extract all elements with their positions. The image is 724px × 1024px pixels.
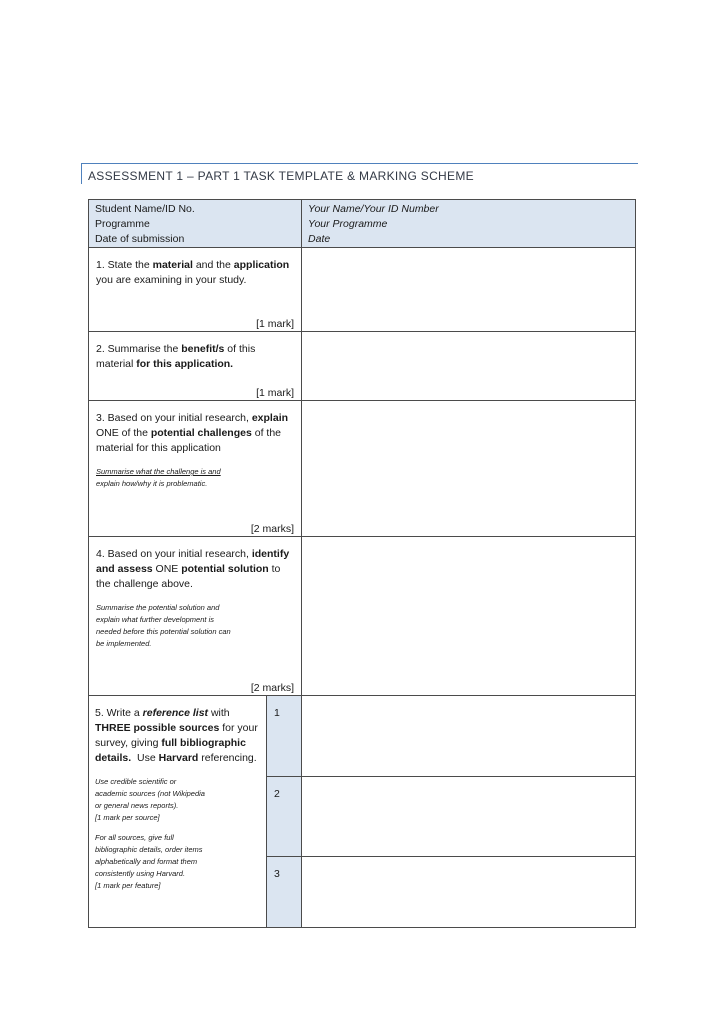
question-4-note: Summarise the potential solution and explain what further development is needed before this potential solution can be implemented. <box>96 603 231 648</box>
question-1-mark: [1 mark] <box>256 318 295 330</box>
reference-number-2: 2 <box>267 777 302 857</box>
question-5-note-sources: Use credible scientific or academic sources (not Wikipedia or general news reports). [1 mark per source] <box>95 777 205 822</box>
heading-rule <box>81 163 638 164</box>
label-programme: Programme <box>95 218 150 230</box>
reference-number-1: 1 <box>267 696 302 777</box>
answer-1-cell[interactable] <box>302 248 636 332</box>
label-student-name: Student Name/ID No. <box>95 203 195 215</box>
reference-row-1 <box>89 696 636 777</box>
header-values[interactable] <box>302 200 636 248</box>
question-row-3 <box>89 401 636 537</box>
question-3-mark: [2 marks] <box>250 523 295 535</box>
question-1-text: 1. State the material and the application you are examining in your study. <box>96 259 290 286</box>
question-3-cell <box>89 401 302 537</box>
question-2-text: 2. Summarise the benefit/s of this material for this application. <box>96 343 256 370</box>
value-programme[interactable]: Your Programme <box>308 218 388 230</box>
value-student-name[interactable]: Your Name/Your ID Number <box>308 203 439 215</box>
question-1-cell <box>89 248 302 332</box>
question-2-mark: [1 mark] <box>256 387 295 399</box>
answer-2-cell[interactable] <box>302 332 636 401</box>
marking-scheme-table <box>88 199 636 928</box>
question-3-text: 3. Based on your initial research, explain ONE of the potential challenges of the material for this application Summarise what the challenge is and explain how/why it is problematic. <box>89 401 301 490</box>
value-date[interactable]: Date <box>308 233 331 245</box>
question-4-text: 4. Based on your initial research, identify and assess ONE potential solution to the challenge above. Summarise the potential solution and explain what further development is needed before this potential solution can be implemented. <box>89 537 301 650</box>
answer-3-cell[interactable] <box>302 401 636 537</box>
section-heading <box>81 163 638 185</box>
question-5-note-format: For all sources, give full bibliographic details, order items alphabetically and format them consistently using Harvard. [1 mark per feature] <box>95 833 203 890</box>
question-row-4 <box>89 537 636 696</box>
heading-left-rule <box>81 163 82 184</box>
question-2-cell <box>89 332 302 401</box>
question-row-2 <box>89 332 636 401</box>
question-3-note: Summarise what the challenge is and explain how/why it is problematic. <box>96 467 221 488</box>
label-date: Date of submission <box>95 233 185 245</box>
question-5-cell <box>89 696 267 928</box>
question-4-mark: [2 marks] <box>250 682 295 694</box>
question-row-1 <box>89 248 636 332</box>
answer-4-cell[interactable] <box>302 537 636 696</box>
reference-answer-1[interactable] <box>302 696 636 777</box>
page-title: ASSESSMENT 1 – PART 1 TASK TEMPLATE & MARKING SCHEME <box>88 169 474 183</box>
reference-answer-3[interactable] <box>302 857 636 928</box>
question-5-text: 5. Write a reference list with THREE possible sources for your survey, giving full bibliographic details. Use Harvard referencing. Use credible scientific or academic sources (not Wikipedia or general news reports). [1 mark per source] For all sources, give full bibliographic details, order items alphabetically and format them consistently using Harvard. [1 mark per feature] <box>89 696 266 892</box>
reference-number-3: 3 <box>267 857 302 928</box>
header-row <box>89 200 636 248</box>
reference-answer-2[interactable] <box>302 777 636 857</box>
question-4-cell <box>89 537 302 696</box>
header-labels <box>89 200 302 248</box>
